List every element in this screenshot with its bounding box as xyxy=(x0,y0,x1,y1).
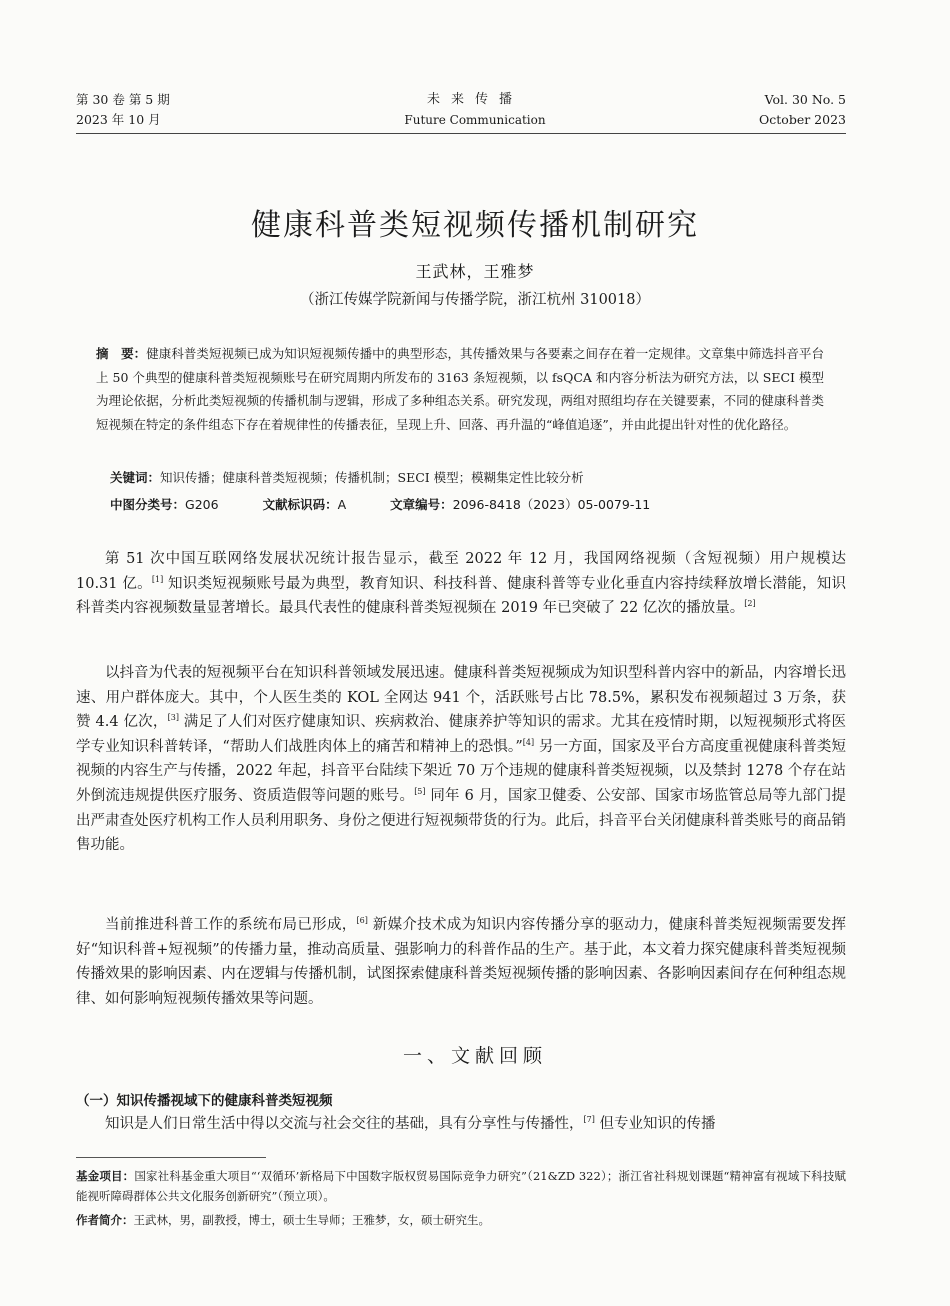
doc-value: A xyxy=(337,497,347,512)
classification-line xyxy=(110,495,650,513)
fund-text: 国家社科基金重大项目“‘双循环’新格局下中国数字版权贸易国际竞争力研究”（21&ZD 322）；浙江省社科规划课题“精神富有视域下科技赋能视听障碍群体公共文化服务创新研究”（预立项）。 xyxy=(76,1169,846,1203)
body-paragraph xyxy=(76,547,846,621)
keywords xyxy=(110,468,584,486)
paragraph-text: 另一方面，国家及平台方高度重视健康科普类短视频的内容生产与传播，2022 年起，抖音平台陆续下架近 70 万个违规的健康科普类短视频，以及禁封 1278 个存在站外倒流违规提供医疗服务、资质造假等问题的账号。 xyxy=(76,738,846,804)
header-rule xyxy=(76,133,846,134)
issue-date-en: October 2023 xyxy=(759,112,846,127)
paragraph-text: 但专业知识的传播 xyxy=(594,1116,716,1132)
citation: [5] xyxy=(414,786,426,796)
fund-label: 基金项目： xyxy=(76,1169,135,1183)
article-label: 文章编号： xyxy=(390,497,453,512)
paper-title: 健康科普类短视频传播机制研究 xyxy=(251,208,699,243)
abstract-text: 健康科普类短视频已成为知识短视频传播中的典型形态，其传播效果与各要素之间存在着一定规律。文章集中筛选抖音平台上 50 个典型的健康科普类短视频账号在研究周期内所发布的 3163 条短视频，以 fsQCA 和内容分析法为研究方法，以 SECI 模型为理论依据，分析此类短视频的传播机制与逻辑，形成了多种组态关系。研究发现，两组对照组均存在关键要素，不同的健康科普类短视频在特定的条件组态下存在着规律性的传播表征，呈现上升、回落、再升温的“峰值追逐”，并由此提出针对性的优化路径。 xyxy=(96,346,824,432)
paragraph-text: 新媒介技术成为知识内容传播分享的驱动力，健康科普类短视频需要发挥好“知识科普+短视频”的传播力量，推动高质量、强影响力的科普作品的生产。基于此，本文着力探究健康科普类短视频传播效果的影响因素、内在逻辑与传播机制，试图探索健康科普类短视频传播的影响因素、各影响因素间存在何种组态规律、如何影响短视频传播效果等问题。 xyxy=(76,917,846,1007)
journal-issue-info-en xyxy=(759,90,846,130)
subsection-heading: （一）知识传播视域下的健康科普类短视频 xyxy=(76,1093,333,1109)
keywords-text: 知识传播；健康科普类短视频；传播机制；SECI 模型；模糊集定性比较分析 xyxy=(160,470,584,485)
footnote-rule xyxy=(76,1157,266,1158)
body-paragraph xyxy=(76,661,846,858)
author-label: 作者简介： xyxy=(76,1213,134,1227)
doc-label: 文献标识码： xyxy=(262,497,338,512)
paragraph-text: 当前推进科普工作的系统布局已形成， xyxy=(105,917,357,933)
paragraph-text: 满足了人们对医疗健康知识、疾病救治、健康养护等知识的需求。尤其在疫情时期，以短视频形式将医学专业知识科普转译，“帮助人们战胜肉体上的痛苦和精神上的恐惧。” xyxy=(76,714,846,755)
citation: [4] xyxy=(522,737,535,747)
citation: [2] xyxy=(744,599,756,609)
paper-authors: 王武林，王雅梦 xyxy=(415,262,535,281)
paper-affiliation: （浙江传媒学院新闻与传播学院，浙江杭州 310018） xyxy=(300,292,650,308)
body-paragraph xyxy=(76,1112,846,1137)
citation: [6] xyxy=(356,916,368,925)
paragraph-text: 同年 6 月，国家卫健委、公安部、国家市场监管总局等九部门提出严肃查处医疗机构工作人员利用职务、身份之便进行短视频带货的行为。此后，抖音平台关闭健康科普类账号的商品销售功能。 xyxy=(76,787,846,854)
paragraph-text: 第 51 次中国互联网络发展状况统计报告显示，截至 2022 年 12 月，我国网络视频（含短视频）用户规模达 10.31 亿。 xyxy=(76,551,846,592)
section-heading: 一、文献回顾 xyxy=(402,1045,547,1067)
paragraph-text: 以抖音为代表的短视频平台在知识科普领域发展迅速。健康科普类短视频成为知识型科普内容中的新品，内容增长迅速、用户群体庞大。其中，个人医生类的 KOL 全网达 941 个，活跃账号占比 78.5%，累积发布视频超过 3 万条，获赞 4.4 亿次， xyxy=(76,665,846,731)
author-text: 王武林，男，副教授，博士，硕士生导师；王雅梦，女，硕士研究生。 xyxy=(133,1213,490,1227)
citation: [3] xyxy=(167,713,179,723)
journal-name-en: Future Communication xyxy=(404,113,546,127)
body-paragraph xyxy=(76,913,846,1011)
footnote-author xyxy=(76,1210,846,1230)
clc-value: G206 xyxy=(185,497,219,512)
keywords-label: 关键词： xyxy=(110,470,161,485)
footnote-funding xyxy=(76,1166,846,1206)
paragraph-text: 知识是人们日常生活中得以交流与社会交往的基础，具有分享性与传播性， xyxy=(105,1116,584,1132)
volume-issue-en: Vol. 30 No. 5 xyxy=(764,92,846,107)
journal-name-cn: 未来传播 xyxy=(426,92,523,107)
citation: [7] xyxy=(583,1115,595,1124)
abstract xyxy=(96,342,824,436)
issue-date: 2023 年 10 月 xyxy=(76,112,161,127)
citation: [1] xyxy=(151,574,164,584)
article-value: 2096-8418（2023）05-0079-11 xyxy=(452,497,651,512)
paragraph-text: 知识类短视频账号最为典型，教育知识、科技科普、健康科普等专业化垂直内容持续释放增长潜能，知识科普类内容视频数量显著增长。最具代表性的健康科普类短视频在 2019 年已突破了 22 亿次的播放量。 xyxy=(76,575,846,617)
clc-label: 中图分类号： xyxy=(110,497,186,512)
volume-issue: 第 30 卷 第 5 期 xyxy=(76,92,170,107)
abstract-label: 摘 要： xyxy=(96,346,147,361)
